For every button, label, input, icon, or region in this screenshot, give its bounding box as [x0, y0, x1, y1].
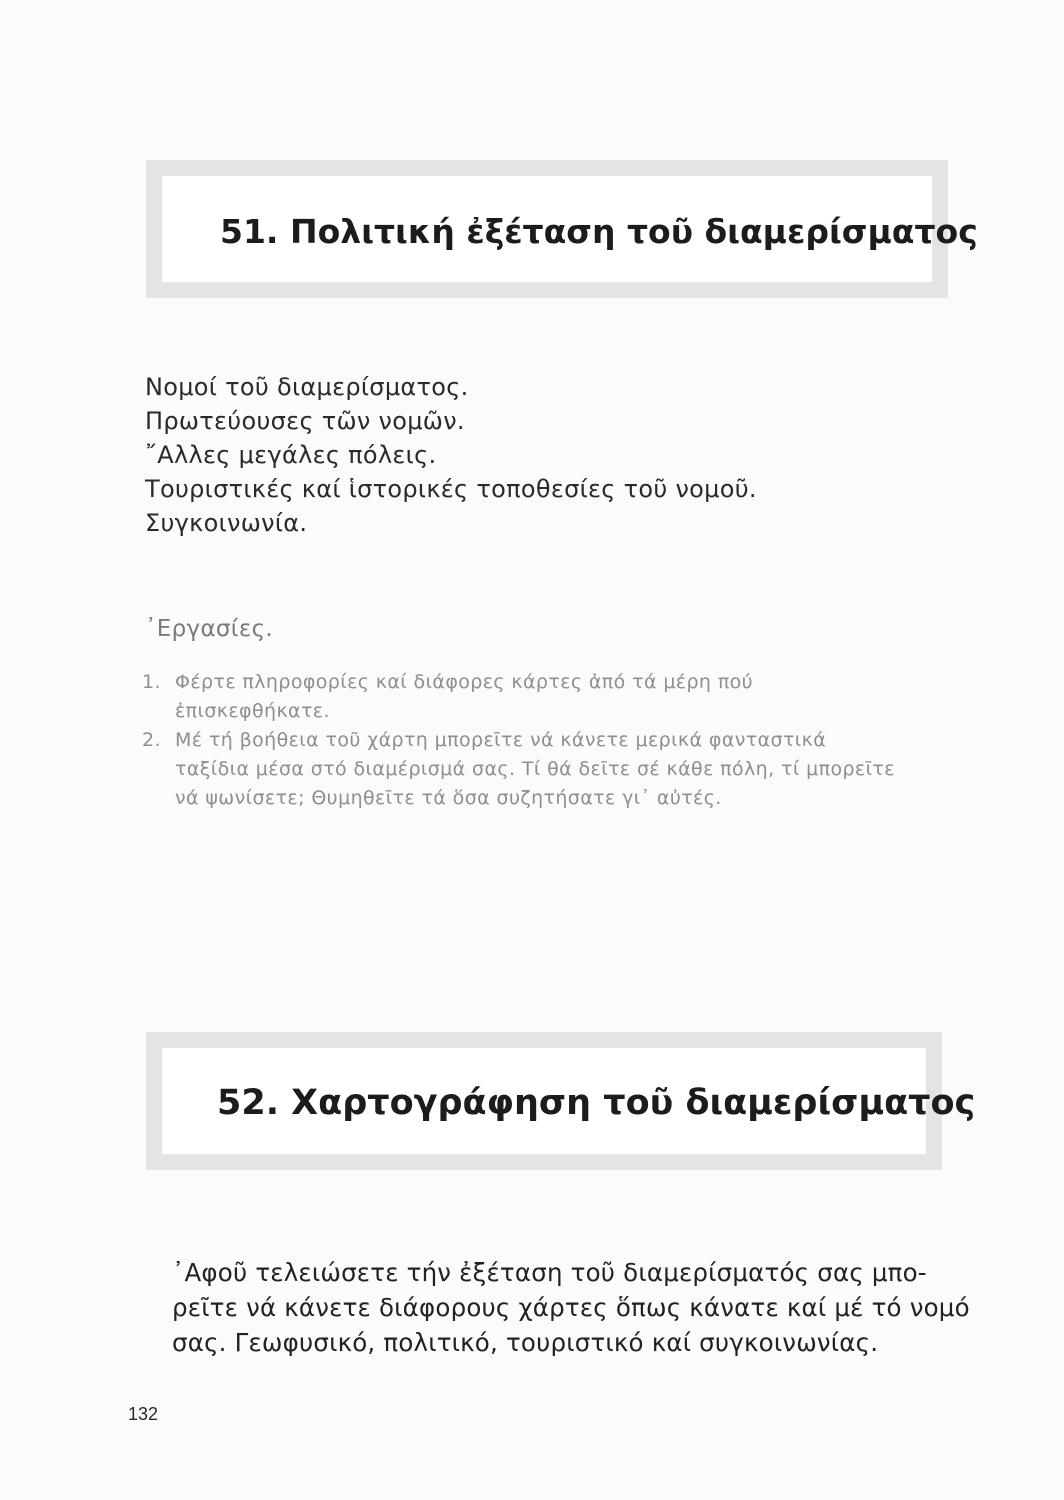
tasks-list	[142, 668, 902, 813]
section-52-heading-panel	[162, 1048, 976, 1154]
topics-list	[145, 370, 757, 540]
section-52-paragraph	[172, 1255, 970, 1360]
task-item	[142, 726, 902, 813]
tasks-heading: ᾿Εργασίες.	[145, 616, 274, 642]
section-52-heading-frame	[146, 1032, 976, 1170]
section-51-heading-frame	[146, 160, 978, 298]
topic-item: Νομοί τοῦ διαμερίσματος.	[145, 373, 469, 401]
task-number: 2.	[142, 729, 161, 751]
topic-item: Τουριστικές καί ἱστορικές τοποθεσίες τοῦ νομοῦ.	[145, 475, 757, 503]
section-52-title: 52. Χαρτογράφηση τοῦ διαμερίσματος	[217, 1083, 976, 1123]
section-51-heading-panel	[162, 176, 978, 282]
section-51-title: 51. Πολιτική ἐξέταση τοῦ διαμερίσματος	[220, 211, 978, 251]
topic-item: Πρωτεύουσες τῶν νομῶν.	[145, 407, 465, 435]
task-item	[142, 668, 902, 726]
task-text: Φέρτε πληροφορίες καί διάφορες κάρτες ἀπό τά μέρη πού ἐπισκεφθήκατε.	[175, 671, 754, 722]
task-number: 1.	[142, 671, 161, 693]
paragraph-line: ᾿Αφοῦ τελειώσετε τήν ἐξέταση τοῦ διαμερίσματός σας μπο-	[172, 1258, 927, 1287]
page-number: 132	[128, 1404, 159, 1424]
topic-item: Συγκοινωνία.	[145, 509, 308, 537]
task-text: Μέ τή βοήθεια τοῦ χάρτη μπορεῖτε νά κάνετε μερικά φανταστικά ταξίδια μέσα στό διαμέρισμά σας. Τί θά δεῖτε σέ κάθε πόλη, τί μπορεῖτε νά ψωνίσετε; Θυμηθεῖτε τά ὅσα συζητήσατε γι᾿ αὐτές.	[175, 729, 895, 809]
paragraph-line: σας. Γεωφυσικό, πολιτικό, τουριστικό καί συγκοινωνίας.	[172, 1328, 879, 1357]
topic-item: ῎Αλλες μεγάλες πόλεις.	[145, 441, 437, 469]
paragraph-line: ρεῖτε νά κάνετε διάφορους χάρτες ὅπως κάνατε καί μέ τό νομό	[172, 1293, 970, 1322]
